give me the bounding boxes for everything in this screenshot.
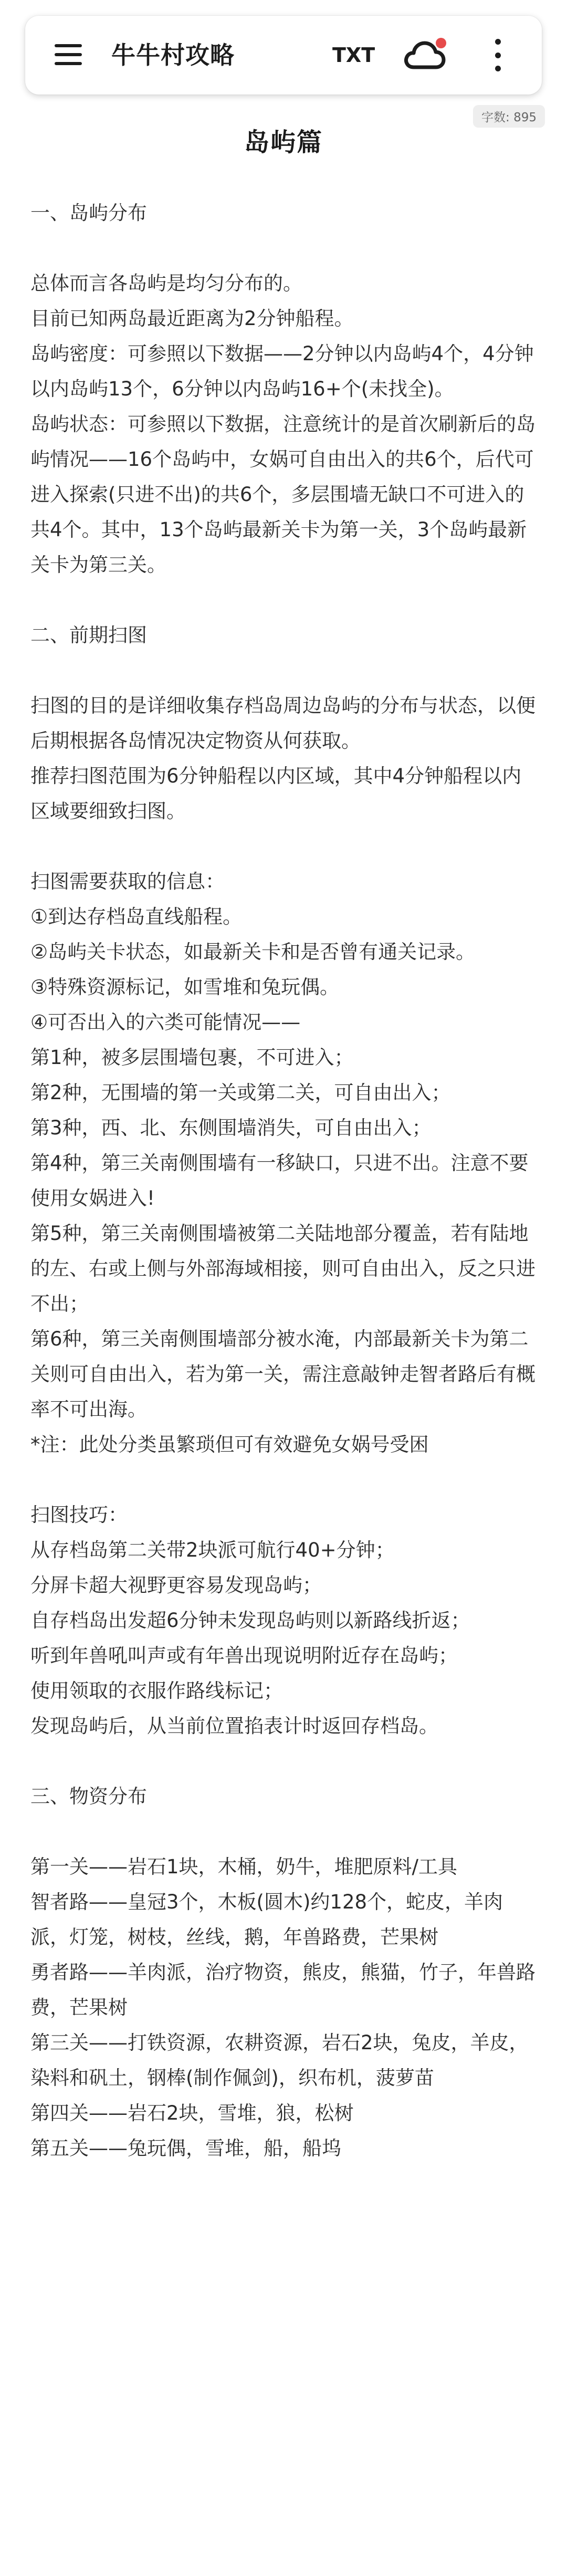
paragraph: 第一关——岩石1块，木桶，奶牛，堆肥原料/工具 — [30, 1855, 458, 1878]
paragraph: ③特殊资源标记，如雪堆和兔玩偶。 — [30, 976, 340, 998]
paragraph: 第四关——岩石2块，雪堆，狼，松树 — [30, 2102, 354, 2124]
paragraph: 第三关——打铁资源，农耕资源，岩石2块，兔皮，羊皮，染料和矾土，钢棒(制作佩剑)，织布机，菠萝苗 — [30, 2031, 529, 2089]
paragraph: ④可否出入的六类可能情况—— — [30, 1011, 301, 1034]
paragraph: 勇者路——羊肉派，治疗物资，熊皮，熊猫，竹子，年兽路费，芒果树 — [30, 1961, 536, 2019]
top-app-bar — [25, 16, 542, 95]
app-title: 牛牛村攻略 — [111, 41, 235, 69]
paragraph: 第1种，被多层围墙包裹，不可进入； — [30, 1046, 354, 1069]
cloud-sync-button[interactable] — [403, 36, 446, 75]
paragraph: ②岛屿关卡状态，如最新关卡和是否曾有通关记录。 — [30, 941, 476, 963]
paragraph: *注：此处分类虽繁琐但可有效避免女娲号受困 — [30, 1433, 429, 1456]
paragraph: 岛屿状态：可参照以下数据，注意统计的是首次刷新后的岛屿情况——16个岛屿中，女娲可自由出入的共6个，后代可进入探索(只进不出)的共6个，多层围墙无缺口不可进入的共4个。其中，13个岛屿最新关卡为第一关，3个岛屿最新关卡为第三关。 — [30, 413, 536, 576]
notification-dot — [436, 38, 446, 48]
paragraph: 第2种，无围墙的第一关或第二关，可自由出入； — [30, 1081, 451, 1104]
paragraph: 听到年兽吼叫声或有年兽出现说明附近存在岛屿； — [30, 1644, 458, 1667]
paragraph: 使用领取的衣服作路线标记； — [30, 1680, 283, 1702]
paragraph: 扫图的目的是详细收集存档岛周边岛屿的分布与状态，以便后期根据各岛情况决定物资从何获取。 — [30, 694, 536, 752]
paragraph: 三、物资分布 — [30, 1785, 147, 1808]
paragraph: ①到达存档岛直线船程。 — [30, 905, 243, 928]
paragraph: 推荐扫图范围为6分钟船程以内区域，其中4分钟船程以内区域要细致扫图。 — [30, 765, 522, 822]
paragraph: 第6种，第三关南侧围墙部分被水淹，内部最新关卡为第二关则可自由出入，若为第一关，需注意敲钟走智者路后有概率不可出海。 — [30, 1328, 536, 1421]
document-body — [30, 195, 540, 2166]
paragraph: 一、岛屿分布 — [30, 202, 147, 224]
txt-export-button[interactable]: TXT — [332, 44, 375, 67]
paragraph: 智者路——皇冠3个，木板(圆木)约128个，蛇皮，羊肉派，灯笼，树枝，丝线，鹅，年兽路费，芒果树 — [30, 1891, 503, 1948]
paragraph: 二、前期扫图 — [30, 624, 147, 646]
paragraph: 第4种，第三关南侧围墙有一移缺口，只进不出。注意不要使用女娲进入! — [30, 1152, 529, 1209]
paragraph: 岛屿密度：可参照以下数据——2分钟以内岛屿4个，4分钟以内岛屿13个，6分钟以内岛屿16+个(未找全)。 — [30, 342, 534, 400]
paragraph: 从存档岛第二关带2块派可航行40+分钟； — [30, 1539, 395, 1561]
paragraph: 自存档岛出发超6分钟未发现岛屿则以新路线折返； — [30, 1609, 470, 1632]
document-title: 岛屿篇 — [244, 128, 323, 157]
paragraph: 发现岛屿后，从当前位置掐表计时返回存档岛。 — [30, 1715, 438, 1737]
more-options-icon[interactable] — [488, 39, 507, 71]
paragraph: 目前已知两岛最近距离为2分钟船程。 — [30, 307, 354, 330]
menu-icon[interactable] — [55, 40, 83, 69]
paragraph: 第3种，西、北、东侧围墙消失，可自由出入； — [30, 1117, 432, 1139]
paragraph: 第5种，第三关南侧围墙被第二关陆地部分覆盖，若有陆地的左、右或上侧与外部海域相接，则可自由出入，反之只进不出； — [30, 1222, 536, 1315]
paragraph: 扫图技巧： — [30, 1504, 128, 1526]
paragraph: 第五关——兔玩偶，雪堆，船，船坞 — [30, 2137, 341, 2160]
paragraph: 扫图需要获取的信息： — [30, 870, 225, 893]
word-count-badge: 字数: 895 — [473, 105, 545, 128]
paragraph: 分屏卡超大视野更容易发现岛屿； — [30, 1574, 322, 1597]
paragraph: 总体而言各岛屿是均匀分布的。 — [30, 272, 302, 295]
